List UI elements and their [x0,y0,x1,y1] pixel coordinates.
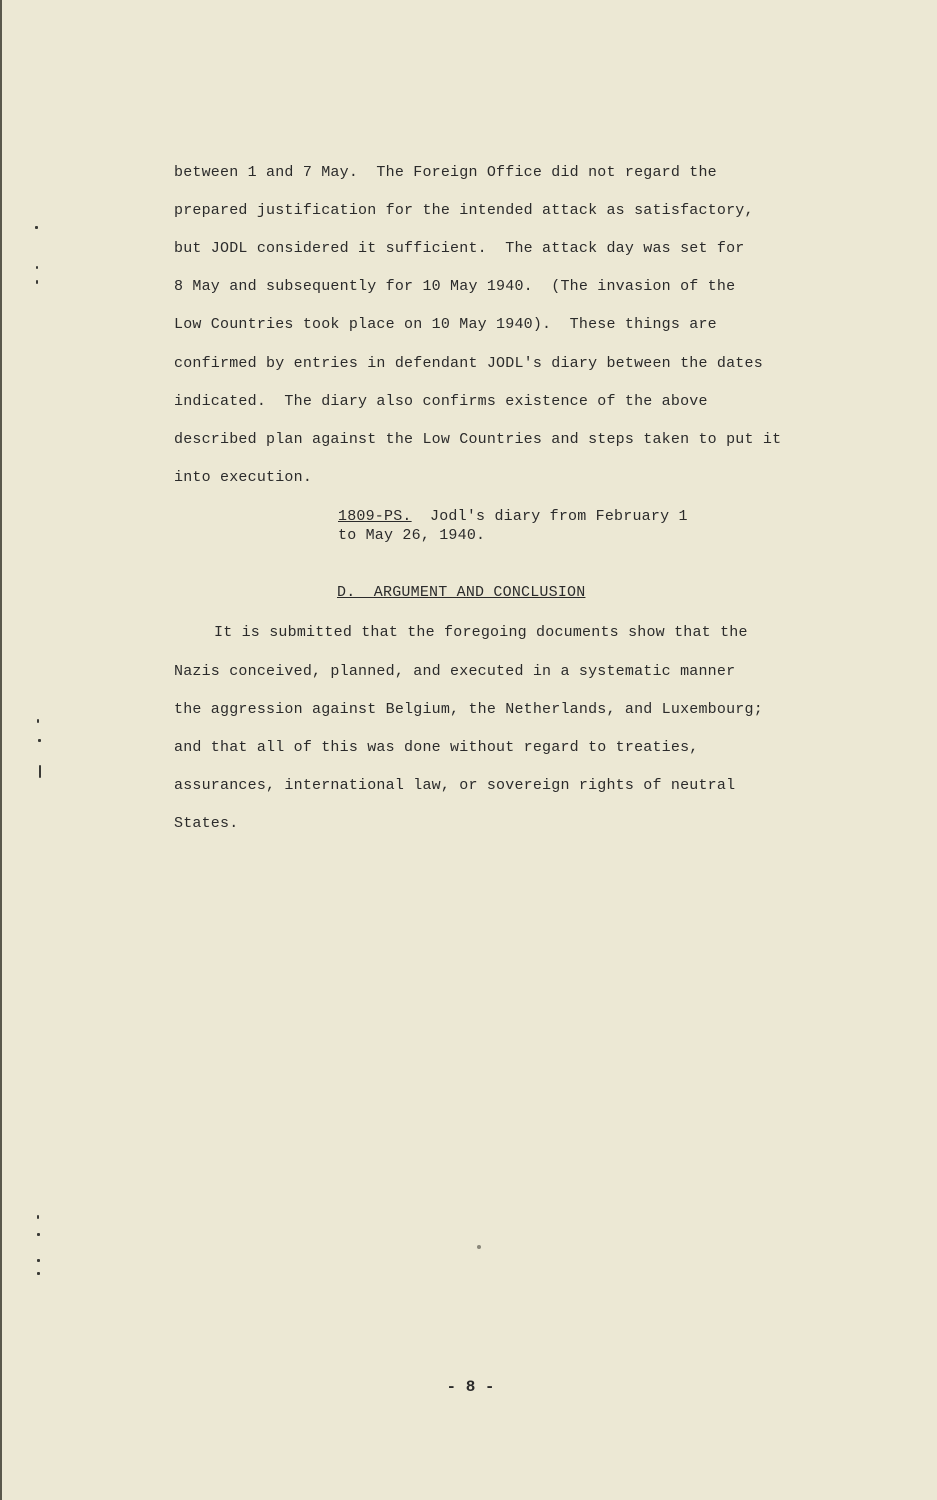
body-line-9: into execution. [174,469,313,486]
margin-mark [38,739,41,742]
page-number: - 8 - [446,1378,495,1396]
margin-mark [37,719,39,723]
margin-mark [37,1259,40,1262]
section-line-3: the aggression against Belgium, the Netherlands, and Luxembourg; [174,701,763,718]
citation-text: Jodl's diary from February 1 [411,508,688,525]
margin-mark [36,266,38,269]
margin-mark [37,1233,40,1236]
margin-mark [39,765,41,778]
body-line-8: described plan against the Low Countries and steps taken to put it [174,431,782,448]
margin-mark [37,1272,40,1275]
section-heading: D. ARGUMENT AND CONCLUSION [337,584,586,601]
citation-line-2: to May 26, 1940. [338,527,486,544]
body-line-4: 8 May and subsequently for 10 May 1940. (The invasion of the [174,278,736,295]
margin-mark [37,1215,39,1219]
body-line-1: between 1 and 7 May. The Foreign Office did not regard the [174,164,717,181]
margin-mark [35,226,38,229]
section-line-1: It is submitted that the foregoing documents show that the [214,624,748,641]
body-line-3: but JODL considered it sufficient. The attack day was set for [174,240,745,257]
body-line-2: prepared justification for the intended attack as satisfactory, [174,202,754,219]
section-line-4: and that all of this was done without regard to treaties, [174,739,699,756]
citation-doc-ref: 1809-PS. [338,508,412,525]
section-line-6: States. [174,815,239,832]
body-line-5: Low Countries took place on 10 May 1940). These things are [174,316,717,333]
margin-mark [36,280,38,284]
section-line-2: Nazis conceived, planned, and executed in a systematic manner [174,663,736,680]
section-line-5: assurances, international law, or sovereign rights of neutral [174,777,736,794]
body-line-6: confirmed by entries in defendant JODL's diary between the dates [174,355,763,372]
citation-line-1 [338,508,688,525]
speck-mark [477,1245,481,1249]
body-line-7: indicated. The diary also confirms existence of the above [174,393,708,410]
